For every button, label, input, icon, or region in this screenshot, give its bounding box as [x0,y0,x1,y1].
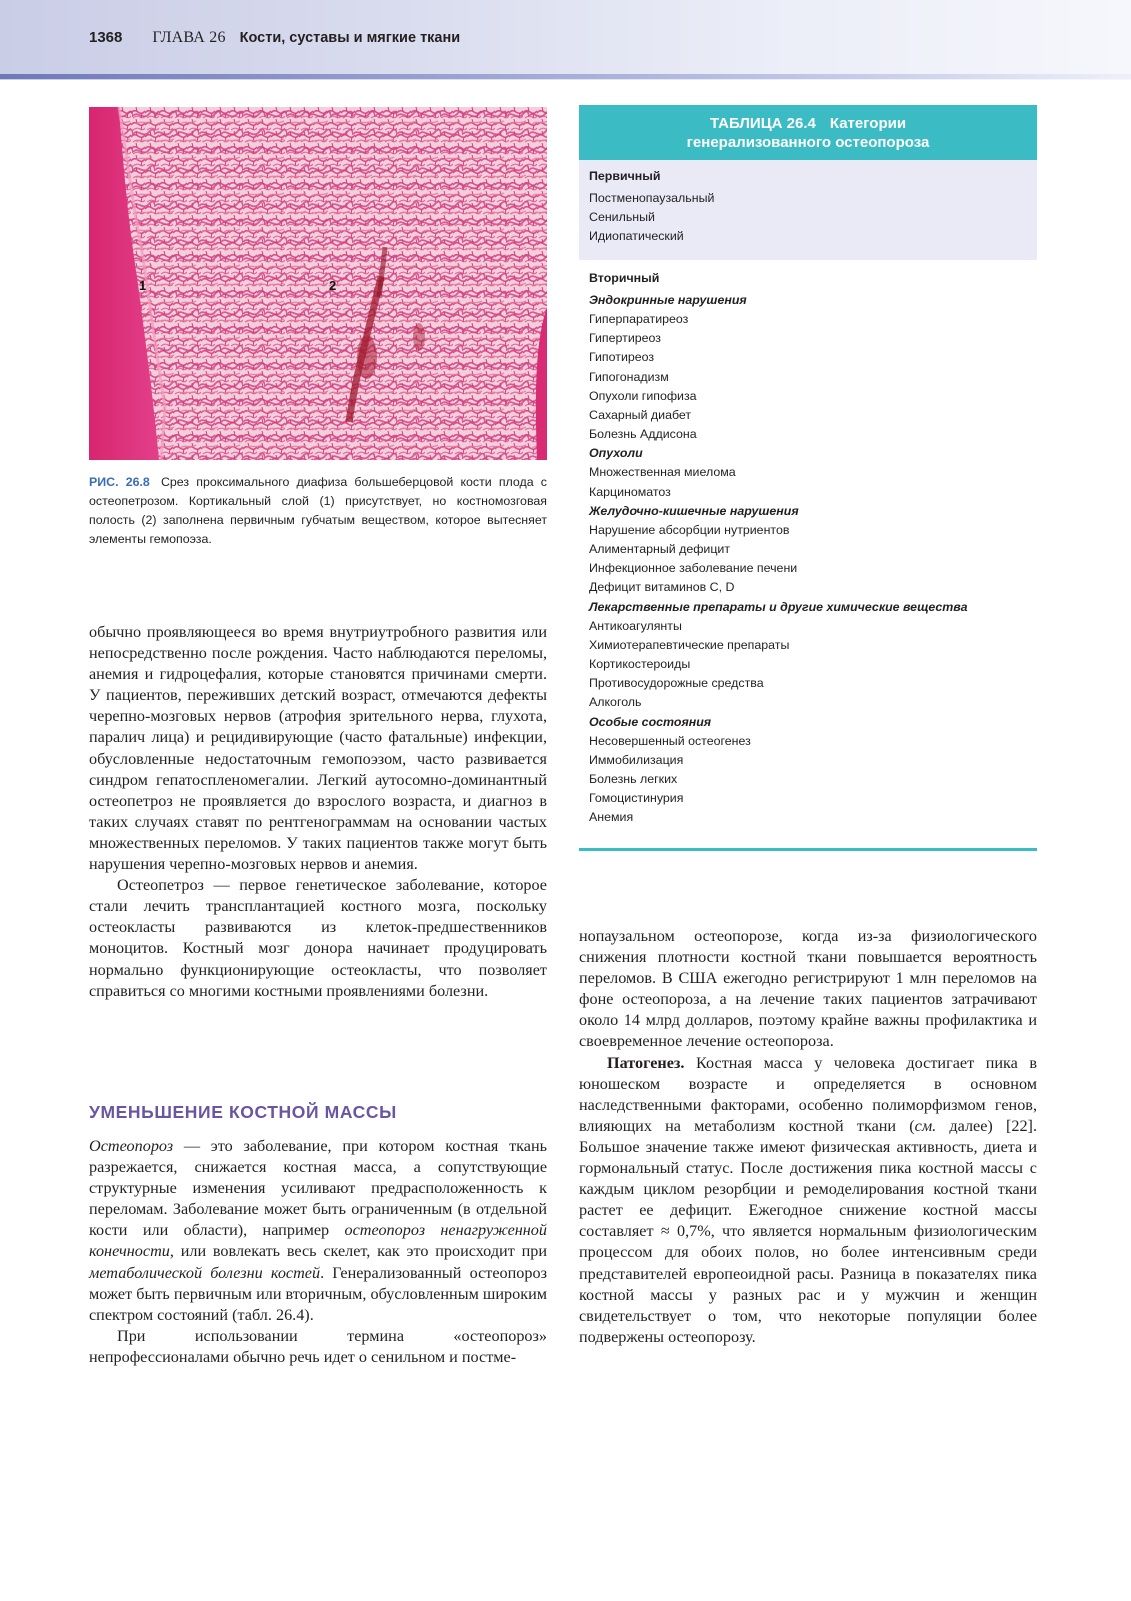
category-primary: Первичный [589,169,661,183]
text-fragment: . Генерализованный остеопороз может быть первичным или вторичным, обусловленным широким спектром состояний (табл. 26.4). [89,1263,547,1324]
list-item: Иммобилизация [589,752,684,767]
chapter-title: Кости, суставы и мягкие ткани [239,30,461,46]
list-item: Кортикостероиды [589,657,691,672]
category-secondary: Вторичный [589,271,660,285]
term-metabolic-bone-disease: метаболической болезни костей [89,1263,321,1282]
list-item: Нарушение абсорбции нутриентов [589,522,790,537]
right-column-text [579,926,1037,1348]
list-item: Химиотерапевтические препараты [589,637,790,652]
paragraph-pathogenesis [579,1053,1037,1348]
paragraph-osteoporosis-definition [89,1136,547,1326]
list-item: Противосудорожные средства [589,676,764,691]
list-item: Постменопаузальный [589,191,715,205]
figure-label-2: 2 [329,278,337,293]
term-osteoporosis: Остеопороз [89,1137,174,1155]
text-fragment: Костная масса у человека достигает пика в юношеском возрасте и определяется в основном наследственными факторами, особенно полиморфизмом генов, влияющих на метаболизм костной ткани ( [579,1053,1037,1135]
paragraph-osteopetrosis-treatment: Остеопетроз — первое генетическое заболевание, которое стали лечить трансплантацией костного мозга, поскольку остеокласты развиваются из клеток-предшественников моноцитов. Костный мозг донора начинает продуцировать нормально функционирующие остеокласты, что позволяет справиться со многими костными проявлениями болезни. [89,876,547,1000]
paragraph-postmenopausal: нопаузальном остеопорозе, когда из-за физиологического снижения плотности костной ткани повышается вероятность переломов. В США ежегодно регистрируют 1 млн переломов на фоне остеопороза, а на лечение таких пациентов затрачивают около 14 млрд долларов, поэтому крайне важны профилактика и своевременное лечение остеопороза. [579,927,1037,1051]
list-item: Сенильный [589,210,655,225]
figure-caption-text: Срез проксимального диафиза большеберцовой кости плода с остеопетрозом. Кортикальный слой (1) присутствует, но костномозговая полость (2) заполнена первичным губчатым веществом, которое вытесняет элементы гемопоэза. [89,475,547,546]
table-26-4 [579,105,1037,851]
text-fragment: далее) [22]. Большое значение также имеют физическая активность, диета и гормональный статус. После достижения пика костной массы с каждым циклом резорбции и ремоделирования костной ткани растет ее дефицит. Ежегодное снижение костной массы составляет ≈ 0,7%, что является нормальным физиологическим процессом для обоих полов, но более интенсивным среди представителей европеоидной расы. Разница в показателях пика костной массы у разных рас и у мужчин и женщин свидетельствует о том, что некоторые популяции более подвержены остеопорозу. [579,1116,1037,1346]
list-item: Инфекционное заболевание печени [589,561,798,576]
list-item: Гипотиреоз [589,350,655,365]
list-item: Анемия [589,810,634,825]
group-special-conditions: Особые состояния [589,714,712,729]
page-number: 1368 [89,29,123,46]
list-item: Несовершенный остеогенез [589,733,751,748]
paragraph-osteopetrosis-clinical: обычно проявляющееся во время внутриутробного развития или непосредственно после рождения. Часто наблюдаются переломы, анемия и гидроцефалия, которые становятся причинами смерти. У пациентов, переживших детский возраст, отмечаются дефекты черепно-мозговых нервов (атрофия зрительного нерва, глухота, паралич лица) и рецидивирующие (часто фатальные) инфекции, обусловленные недостаточным гемопоэзом, часто развивается синдром гепатоспленомегалии. Легкий аутосомно-доминантный остеопетроз не проявляется до взрослого возраста, и диагноз в таких случаях ставят по рентгенограммам на основании частых множественных переломов. У таких пациентов также могут быть нарушения черепно-мозговых нервов и анемия. [89,623,547,874]
table-number: ТАБЛИЦА 26.4 [709,115,816,132]
list-item: Гипогонадизм [589,369,669,384]
group-drugs: Лекарственные препараты и другие химические вещества [589,599,968,614]
header-text [89,29,460,51]
text-fragment: , или вовлекать весь скелет, как это происходит при [169,1242,547,1261]
text-fragment: — это заболевание, при котором костная ткань разрежается, снижается костная масса, а сопутствующие структурные изменения усиливают предрасположенность к переломам. Заболевание может быть ограниченным (в отдельной кости или области), например [89,1137,547,1240]
list-item: Гомоцистинурия [589,791,684,806]
pathogenesis-label: Патогенез. [607,1053,685,1072]
list-item: Сахарный диабет [589,408,692,423]
table-title-line1: Категории [829,115,907,132]
list-item: Идиопатический [589,229,684,244]
chapter-number: ГЛАВА 26 [152,29,226,46]
group-endocrine: Эндокринные нарушения [589,293,747,307]
header-rule [0,74,1131,79]
left-column-bottom [89,1136,547,1368]
figure-label-1: 1 [139,278,147,293]
list-item: Дефицит витаминов С, D [589,580,735,595]
group-gastrointestinal: Желудочно-кишечные нарушения [589,503,799,518]
list-item: Болезнь Аддисона [589,427,697,442]
section-heading: УМЕНЬШЕНИЕ КОСТНОЙ МАССЫ [89,1102,397,1122]
term-disuse-osteoporosis: остеопороз ненагруженной конечности [89,1221,547,1261]
list-item: Гиперпаратиреоз [589,312,689,326]
list-item: Алиментарный дефицит [589,542,731,557]
table-primary-section [579,160,1037,260]
list-item: Антикоагулянты [589,618,682,633]
see-reference: см. [914,1116,937,1135]
list-item: Болезнь легких [589,772,678,787]
figure-caption-label: РИС. 26.8 [89,475,150,489]
list-item: Гипертиреоз [589,331,661,346]
list-item: Карциноматоз [589,484,671,499]
list-item: Опухоли гипофиза [589,388,697,403]
table-secondary-section [579,260,1037,851]
figure-caption [89,473,547,549]
list-item: Множественная миелома [589,465,736,480]
table-title-line2: генерализованного остеопороза [686,134,930,151]
left-column-top [89,622,547,1002]
table-header [579,105,1037,160]
list-item: Алкоголь [589,695,642,710]
paragraph-layman-term: При использовании термина «остеопороз» непрофессионалами обычно речь идет о сенильном и постме- [89,1326,547,1366]
group-tumors: Опухоли [589,446,643,461]
histology-micrograph [89,107,547,460]
